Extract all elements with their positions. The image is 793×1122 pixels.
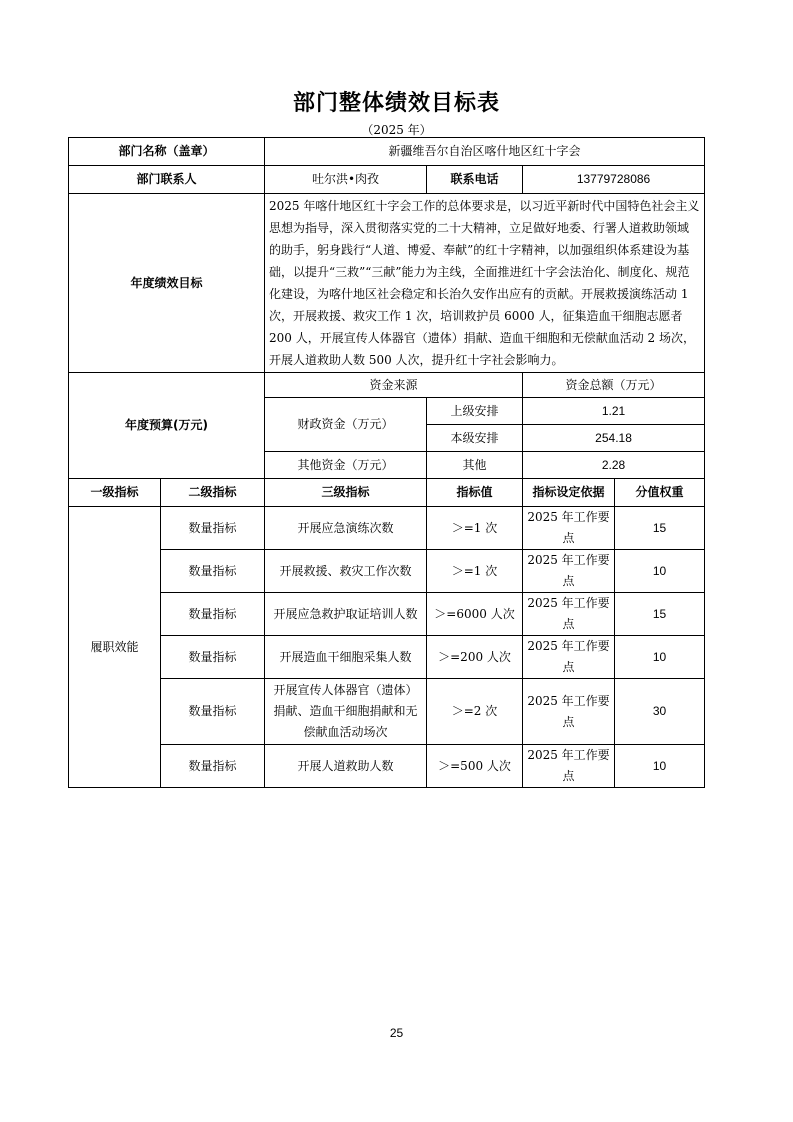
- level1-indicator: 履职效能: [69, 507, 161, 788]
- local-allocation-value: 254.18: [523, 425, 705, 452]
- indicator-basis: 2025 年工作要点: [523, 636, 615, 679]
- indicator-weight: 10: [615, 550, 705, 593]
- level3-indicator: 开展应急救护取证培训人数: [265, 593, 427, 636]
- indicator-weight: 30: [615, 679, 705, 745]
- table-row: [69, 745, 705, 788]
- dept-contact-value: 吐尔洪•肉孜: [265, 166, 427, 194]
- phone-value: 13779728086: [523, 166, 705, 194]
- level3-indicator: 开展应急演练次数: [265, 507, 427, 550]
- indicator-basis: 2025 年工作要点: [523, 507, 615, 550]
- level2-indicator: 数量指标: [161, 745, 265, 788]
- upper-allocation-label: 上级安排: [427, 398, 523, 425]
- header-basis: 指标设定依据: [523, 479, 615, 507]
- header-level1: 一级指标: [69, 479, 161, 507]
- header-level3: 三级指标: [265, 479, 427, 507]
- level2-indicator: 数量指标: [161, 593, 265, 636]
- level2-indicator: 数量指标: [161, 550, 265, 593]
- indicator-weight: 15: [615, 593, 705, 636]
- header-level2: 二级指标: [161, 479, 265, 507]
- local-allocation-label: 本级安排: [427, 425, 523, 452]
- level2-indicator: 数量指标: [161, 679, 265, 745]
- indicator-value: ＞=200 人次: [427, 636, 523, 679]
- dept-contact-label: 部门联系人: [69, 166, 265, 194]
- indicator-basis: 2025 年工作要点: [523, 679, 615, 745]
- year-label: （2025 年）: [361, 123, 432, 137]
- annual-budget-label: 年度预算(万元): [69, 373, 265, 479]
- level3-indicator: 开展宣传人体器官（遗体）捐献、造血干细胞捐献和无偿献血活动场次: [265, 679, 427, 745]
- level2-indicator: 数量指标: [161, 507, 265, 550]
- indicator-value: ＞=6000 人次: [427, 593, 523, 636]
- level3-indicator: 开展人道救助人数: [265, 745, 427, 788]
- indicator-weight: 10: [615, 745, 705, 788]
- annual-goal-label: 年度绩效目标: [69, 194, 265, 373]
- level3-indicator: 开展救援、救灾工作次数: [265, 550, 427, 593]
- fund-total-header: 资金总额（万元）: [523, 373, 705, 398]
- level3-indicator: 开展造血干细胞采集人数: [265, 636, 427, 679]
- other-fund-sub-label: 其他: [427, 452, 523, 479]
- fiscal-fund-label: 财政资金（万元）: [265, 398, 427, 452]
- dept-name-value: 新疆维吾尔自治区喀什地区红十字会: [265, 138, 705, 166]
- indicator-basis: 2025 年工作要点: [523, 550, 615, 593]
- indicator-value: ＞=1 次: [427, 507, 523, 550]
- upper-allocation-value: 1.21: [523, 398, 705, 425]
- header-weight: 分值权重: [615, 479, 705, 507]
- page-title: 部门整体绩效目标表: [292, 91, 500, 116]
- other-fund-value: 2.28: [523, 452, 705, 479]
- table-row: [69, 593, 705, 636]
- indicator-basis: 2025 年工作要点: [523, 593, 615, 636]
- indicator-value: ＞=500 人次: [427, 745, 523, 788]
- header-indicator-value: 指标值: [427, 479, 523, 507]
- phone-label: 联系电话: [427, 166, 523, 194]
- table-row: [69, 679, 705, 745]
- table-row: [69, 507, 705, 550]
- annual-goal-text: 2025 年喀什地区红十字会工作的总体要求是，以习近平新时代中国特色社会主义思想为指导，深入贯彻落实党的二十大精神，立足做好地委、行署人道救助领域的助手，躬身践行“人道、博爱、奉献”的红十字精神，以加强组织体系建设为基础，以提升“三救”“三献”能力为主线，全面推进红十字会法治化、制度化、规范化建设，为喀什地区社会稳定和长治久安作出应有的贡献。开展救援演练活动 1 次，开展救援、救灾工作 1 次，培训救护员 6000 人，征集造血干细胞志愿者 200 人，开展宣传人体器官（遗体）捐献、造血干细胞和无偿献血活动 2 场次，开展人道救助人数 500 人次，提升红十字社会影响力。: [265, 194, 705, 373]
- indicator-basis: 2025 年工作要点: [523, 745, 615, 788]
- page-number: 25: [389, 1026, 404, 1040]
- table-row: [69, 550, 705, 593]
- indicator-value: ＞=2 次: [427, 679, 523, 745]
- other-fund-label: 其他资金（万元）: [265, 452, 427, 479]
- indicator-weight: 10: [615, 636, 705, 679]
- level2-indicator: 数量指标: [161, 636, 265, 679]
- fund-source-header: 资金来源: [265, 373, 523, 398]
- indicator-value: ＞=1 次: [427, 550, 523, 593]
- performance-table: [68, 137, 705, 788]
- indicator-weight: 15: [615, 507, 705, 550]
- table-row: [69, 636, 705, 679]
- dept-name-label: 部门名称（盖章）: [69, 138, 265, 166]
